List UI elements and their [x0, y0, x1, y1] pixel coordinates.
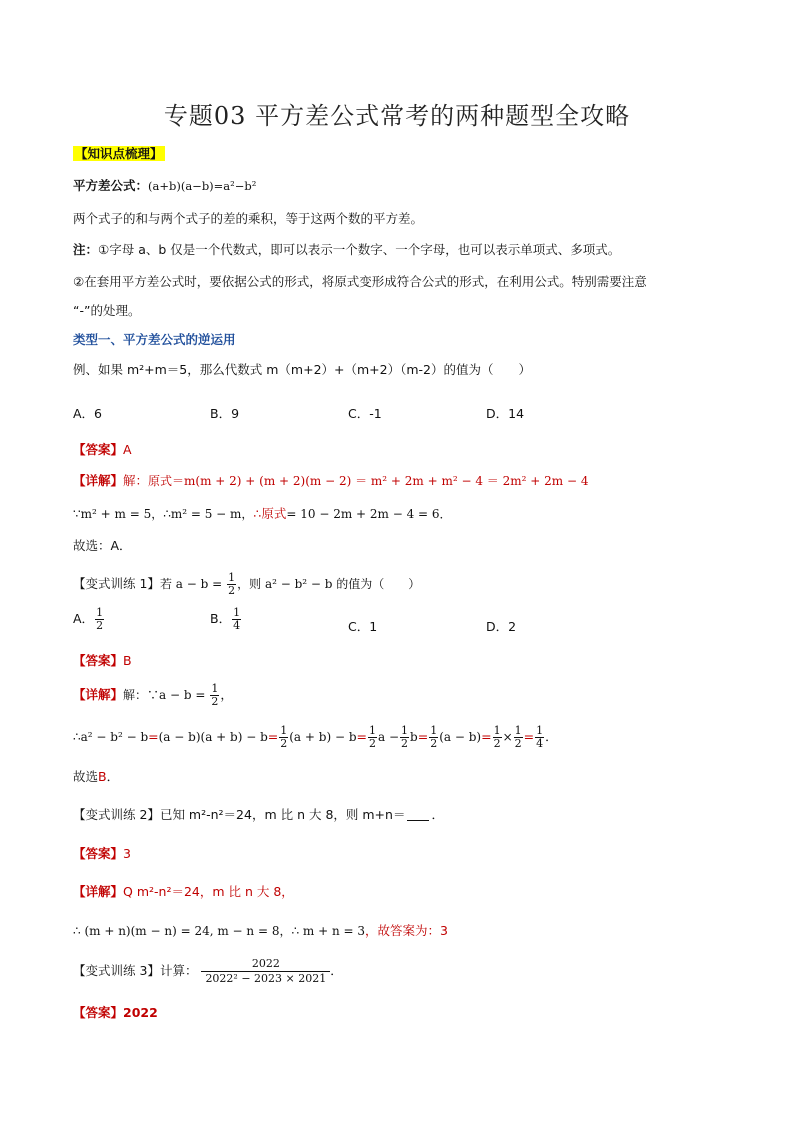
- answer-tag: 【答案】: [73, 442, 124, 457]
- detail-expression: 原式＝m(m + 2) + (m + 2)(m − 2) ＝ m² + 2m + m² − 4 ＝ 2m² + 2m − 4: [148, 474, 589, 488]
- variant-1-option-b: B． $\frac{1}{4}$: [210, 606, 241, 632]
- note-2-line-1: ②在套用平方差公式时，要依据公式的形式，将原式变形成符合公式的形式，在利用公式。特别需要注意: [73, 274, 647, 289]
- note-1: [73, 241, 620, 259]
- variant-1-option-a: A． $\frac{1}{2}$: [73, 606, 104, 632]
- formula-description: 两个式子的和与两个式子的差的乘积，等于这两个数的平方差。: [73, 211, 424, 226]
- example-option-b: B．9: [210, 406, 240, 421]
- example-detail-line-1: [73, 472, 588, 490]
- example-option-d: D．14: [486, 406, 525, 421]
- formula-label: 平方差公式：: [73, 178, 149, 193]
- note-1-text: ①字母 a、b 仅是一个代数式，即可以表示一个数字、一个字母，也可以表示单项式、多项式。: [98, 242, 621, 257]
- note-prefix: 注：: [73, 242, 99, 257]
- variant-2-answer: 【答案】3: [73, 846, 131, 861]
- variant-2-detail-line-2: ∴ (m + n)(m − n) = 24, m − n = 8，∴ m + n = 3，故答案为：3: [73, 923, 448, 938]
- example-question: 例、如果 m²+m＝5，那么代数式 m（m+2）+（m+2）（m-2）的值为（ ）: [73, 362, 531, 377]
- variant-3-fraction: $\frac{2022}{\text{2022² − 2023 × 2021}}$: [201, 957, 330, 986]
- variant-2-detail-line-1: 【详解】Q m²-n²＝24，m 比 n 大 8，: [73, 884, 294, 899]
- variant-1-option-d: D．2: [486, 619, 517, 634]
- variant-2-question: 【变式训练 2】已知 m²-n²＝24，m 比 n 大 8，则 m+n＝ ．: [73, 807, 444, 822]
- variant-1-question: [73, 572, 420, 597]
- variant-1-option-c: C．1: [348, 619, 378, 634]
- example-detail-line-2: [73, 505, 452, 523]
- variant-1-label: 【变式训练 1】: [73, 576, 160, 591]
- detail-result: = 10 − 2m + 2m − 4 = 6．: [286, 507, 452, 521]
- detail-original-label: ∴原式: [253, 506, 287, 521]
- detail-prefix: 解：: [123, 473, 149, 488]
- variant-3-question: 【变式训练 3】计算： $\frac{2022}{\text{2022² − 2023 × 2021}}$ ．: [73, 957, 343, 985]
- page-title: 专题03 平方差公式常考的两种题型全攻略: [163, 102, 631, 130]
- formula-expr: (a+b)(a−b)=a²−b²: [148, 179, 257, 193]
- example-answer: [73, 441, 132, 459]
- variant-3-answer: 【答案】2022: [73, 1005, 158, 1020]
- answer-blank: [407, 820, 429, 821]
- knowledge-tag: 【知识点梳理】: [75, 146, 163, 161]
- detail-tag: 【详解】: [73, 473, 124, 488]
- variant-1-detail-line-2: ∴a² − b² − b=(a − b)(a + b) − b= $\frac{1}{2}$ (a + b) − b= $\frac{1}{2}$ a − $\frac{1}{2}$ b= $\frac{1}{2}$ (a − b)= $\frac{1}{2}$ × $\frac{1}{2}$ = $\frac{1}{4}$ ．: [73, 724, 558, 750]
- type-1-heading: 类型一、平方差公式的逆运用: [73, 332, 236, 347]
- variant-1-detail-line-1: 【详解】解：∵a − b = $\frac{1}{2}$ ，: [73, 682, 233, 708]
- answer-value: A: [123, 442, 132, 457]
- example-option-a: A．6: [73, 406, 103, 421]
- knowledge-section: [73, 145, 165, 163]
- detail-given: ∵m² + m = 5，∴m² = 5 − m，: [73, 507, 254, 521]
- variant-1-conclusion: 故选B．: [73, 769, 120, 784]
- example-option-c: C．-1: [348, 406, 382, 421]
- variant-1-suffix: ，则 a² − b² − b 的值为（ ）: [237, 577, 421, 591]
- example-conclusion: 故选：A．: [73, 538, 132, 553]
- note-2-line-2: “-”的处理。: [73, 303, 141, 318]
- variant-1-fraction: $\frac{1}{2}$: [228, 571, 236, 597]
- formula-line: [73, 177, 256, 195]
- variant-1-answer: 【答案】B: [73, 653, 132, 668]
- variant-1-prefix: 若 a − b =: [159, 577, 223, 591]
